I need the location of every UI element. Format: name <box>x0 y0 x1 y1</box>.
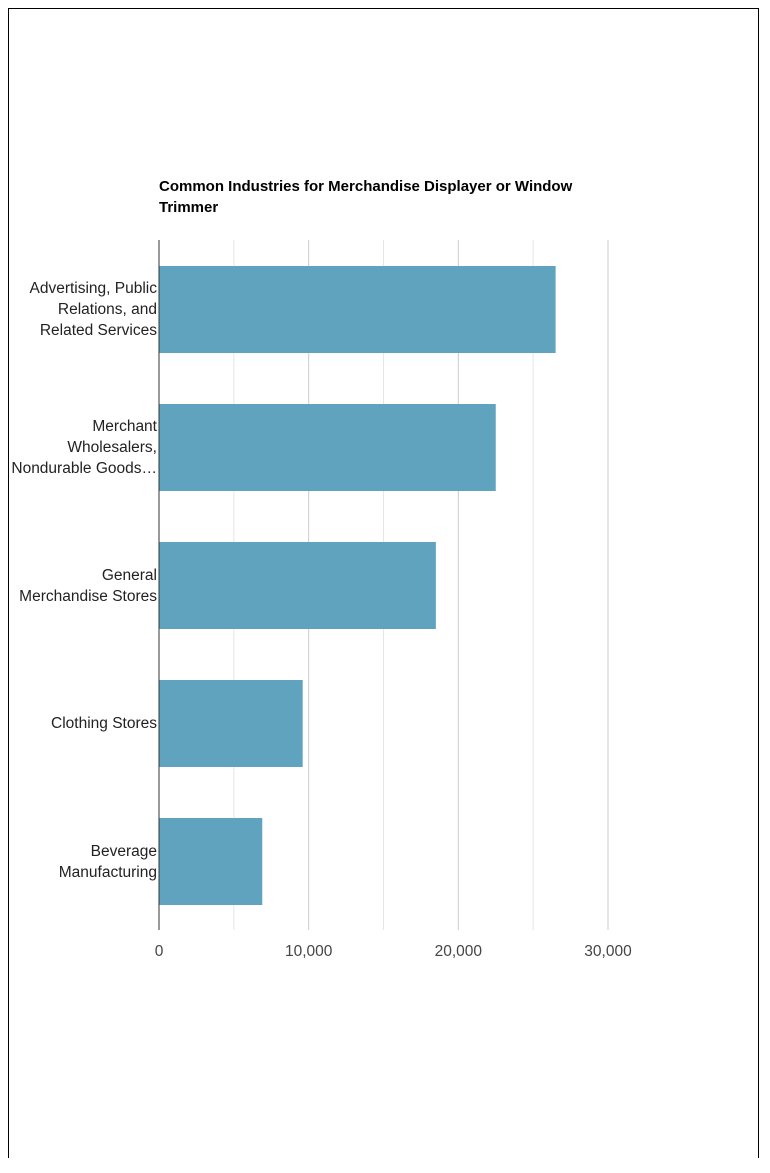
category-label-line: Advertising, Public <box>29 280 157 297</box>
category-label-line: Merchandise Stores <box>19 587 157 605</box>
x-tick-label: 30,000 <box>584 943 632 960</box>
category-label-line: Relations, and <box>57 301 157 318</box>
bar-2[interactable] <box>159 542 436 629</box>
category-label-line: Beverage <box>90 842 157 860</box>
x-tick-label: 10,000 <box>284 943 333 960</box>
x-tick-label: 0 <box>154 943 164 960</box>
bar-0[interactable] <box>159 266 556 353</box>
category-label-line: Nondurable Goods… <box>11 460 157 477</box>
bar-3[interactable] <box>159 680 303 767</box>
category-label-line: Manufacturing <box>58 863 157 881</box>
bar-1[interactable] <box>159 404 496 491</box>
category-label-line: Related Services <box>39 322 157 339</box>
category-label <box>7 416 157 479</box>
category-label <box>7 841 157 883</box>
x-tick-label: 20,000 <box>434 943 483 960</box>
chart-title: Common Industries for Merchandise Displayer or Window Trimmer <box>159 178 573 216</box>
category-label <box>7 278 157 341</box>
category-label-line: Clothing Stores <box>51 715 157 732</box>
category-label-line: Merchant <box>92 418 157 435</box>
category-label-line: Wholesalers, <box>67 439 157 456</box>
bar-4[interactable] <box>159 818 262 905</box>
category-label <box>7 565 157 607</box>
category-label-line: General <box>101 566 157 584</box>
category-label <box>7 713 157 734</box>
